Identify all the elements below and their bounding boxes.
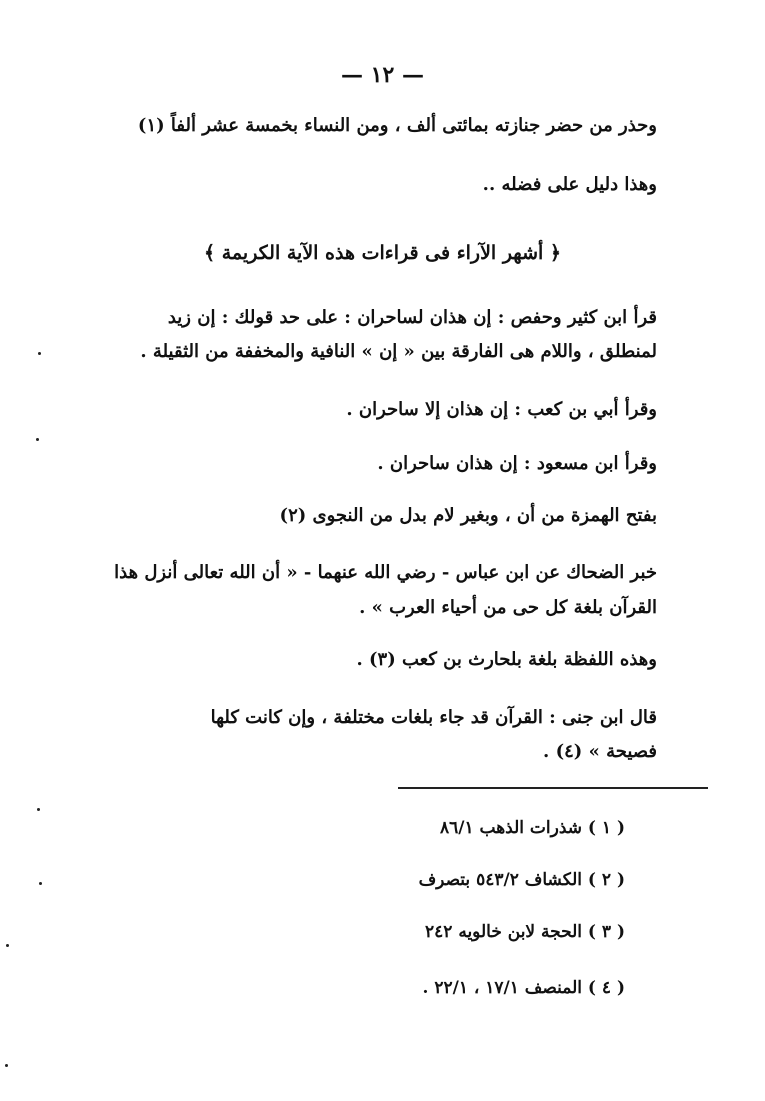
margin-mark	[37, 808, 40, 811]
section-heading: ﴿ أشهر الآراء فى قراءات هذه الآية الكريمة ﴾	[203, 242, 562, 264]
paragraph-line: قرأ ابن كثير وحفص : إن هذان لساحران : على حد قولك : إن زيد	[167, 307, 657, 328]
paragraph-line: فصيحة » (٤) .	[543, 741, 657, 762]
paragraph-line: وقرأ أبي بن كعب : إن هذان إلا ساحران .	[346, 399, 657, 420]
margin-mark	[38, 352, 41, 355]
footnote-divider	[398, 787, 708, 789]
paragraph-line: وهذه اللفظة بلغة بلحارث بن كعب (٣) .	[356, 649, 657, 670]
margin-mark	[5, 1064, 8, 1067]
margin-mark	[39, 882, 42, 885]
footnote: ( ٤ ) المنصف ١٧/١ ، ٢٢/١ .	[422, 978, 625, 998]
paragraph-line: قال ابن جنى : القرآن قد جاء بلغات مختلفة ، وإن كانت كلها	[210, 707, 657, 728]
paragraph-line: خبر الضحاك عن ابن عباس - رضي الله عنهما - « أن الله تعالى أنزل هذا	[114, 562, 657, 583]
page-number: — ١٢ —	[341, 62, 424, 88]
margin-mark	[6, 944, 9, 947]
footnote: ( ٣ ) الحجة لابن خالويه ٢٤٢	[425, 922, 625, 942]
paragraph-line: وهذا دليل على فضله ..	[482, 174, 657, 195]
paragraph-line: وقرأ ابن مسعود : إن هذان ساحران .	[377, 453, 657, 474]
footnote: ( ١ ) شذرات الذهب ٨٦/١	[439, 818, 625, 838]
margin-mark	[36, 438, 39, 441]
paragraph-line: بفتح الهمزة من أن ، وبغير لام بدل من النجوى (٢)	[279, 505, 657, 526]
paragraph-line: وحذر من حضر جنازته بمائتى ألف ، ومن النساء بخمسة عشر ألفاً (١)	[137, 115, 657, 136]
paragraph-line: لمنطلق ، واللام هى الفارقة بين « إن » النافية والمخففة من الثقيلة .	[140, 341, 657, 362]
paragraph-line: القرآن بلغة كل حى من أحياء العرب » .	[359, 597, 657, 618]
footnote: ( ٢ ) الكشاف ٥٤٣/٢ بتصرف	[418, 870, 625, 890]
